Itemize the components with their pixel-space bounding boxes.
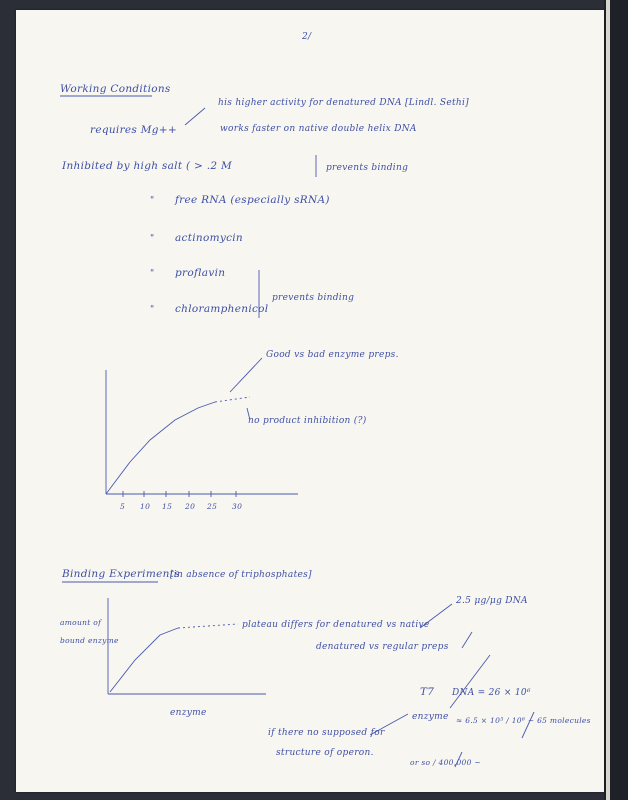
x-tick-label: 5 (120, 502, 126, 511)
inhibitor-item: chloramphenicol (175, 303, 269, 315)
plateau-note: plateau differs for denatured vs native (242, 620, 430, 630)
annotation-line (462, 632, 472, 648)
binding-heading: Binding Experiments (62, 568, 180, 580)
annotation-line (230, 358, 262, 392)
list-bullet: " (150, 305, 155, 315)
x-tick-label: 30 (232, 502, 243, 511)
working-conditions-heading: Working Conditions (60, 83, 171, 95)
enzyme-word: enzyme (412, 712, 449, 722)
graph1-curve (106, 402, 215, 494)
inhibited-text: Inhibited by high salt ( > .2 M (62, 160, 233, 172)
inhibitor-item: actinomycin (175, 232, 243, 244)
ratio-note: 2.5 μg/μg DNA (456, 596, 528, 606)
annotation-line (450, 655, 490, 708)
graph1-curve-dotted (215, 397, 250, 402)
y-axis-label: bound enzyme (60, 636, 119, 645)
x-tick-label: 10 (140, 502, 151, 511)
enzyme-prep-note: Good vs bad enzyme preps. (266, 350, 399, 360)
operon-note: structure of operon. (276, 748, 374, 758)
bracket-note: [in absence of triphosphates] (170, 570, 312, 580)
x-tick-label: 25 (207, 502, 218, 511)
product-inhibition-note: no product inhibition (?) (248, 416, 367, 426)
prevents-binding-text: prevents binding (326, 163, 409, 173)
x-axis-label: enzyme (170, 708, 207, 718)
x-tick-label: 15 (162, 502, 173, 511)
list-bullet: " (150, 234, 155, 244)
t7-label: T7 (420, 686, 435, 698)
bottom-right-note: or so / 400,000 ~ (410, 758, 481, 767)
activity-note: his higher activity for denatured DNA [Lindl. Sethi] (218, 98, 469, 108)
connector-line (185, 108, 205, 125)
double-helix-note: works faster on native double helix DNA (220, 124, 417, 134)
dna-equation: DNA = 26 × 10⁶ (452, 688, 531, 698)
list-bullet: " (150, 269, 155, 279)
requires-mg-text: requires Mg++ (90, 124, 178, 136)
graph2-curve-dotted (178, 624, 238, 628)
operon-note: if there no supposed for (268, 728, 385, 738)
graph2-curve (110, 628, 178, 692)
x-tick-label: 20 (185, 502, 196, 511)
list-bullet: " (150, 196, 155, 206)
page-number: 2/ (302, 32, 312, 42)
plateau-note: denatured vs regular preps (316, 642, 449, 652)
y-axis-label: amount of (60, 618, 102, 627)
inhibitor-item: free RNA (especially sRNA) (175, 194, 330, 206)
molecule-calc: ≈ 6.5 × 10⁵ / 10⁶ ~ 65 molecules (456, 716, 591, 725)
prevents-binding-text: prevents binding (272, 293, 355, 303)
inhibitor-item: proflavin (175, 267, 226, 279)
